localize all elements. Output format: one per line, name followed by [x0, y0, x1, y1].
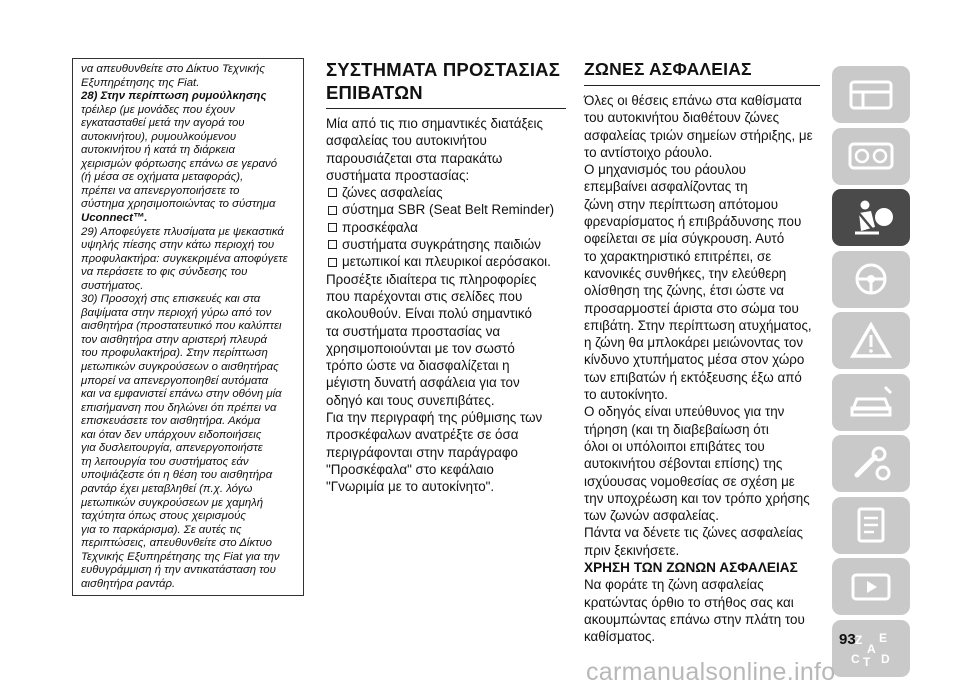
note-line: 28) Στην περίπτωση ρυμούλκησης — [81, 90, 267, 103]
text-line: Προσέξτε ιδιαίτερα τις πληροφορίες — [326, 271, 537, 287]
section-title-line: ΕΠΙΒΑΤΩΝ — [326, 82, 423, 103]
note-line: μετωπικών συγκρούσεων με χαμηλή — [81, 496, 264, 509]
car-dashboard-icon — [845, 74, 897, 116]
index-letter: C — [851, 652, 860, 666]
text-line: ακουμπώντας επάνω στην πλάτη του — [584, 611, 805, 627]
text-line: του αυτοκινήτου διαθέτουν ζώνες — [584, 110, 780, 126]
title-rule — [326, 108, 566, 109]
text-line: κίνδυνο χτυπήματος μέσα στον χώρο — [584, 352, 805, 368]
note-line: για δυσλειτουργία, απενεργοποιήστε — [81, 442, 263, 455]
text-line: "Γνωριμία με το αυτοκίνητο". — [326, 479, 495, 495]
index-letter: D — [881, 652, 890, 666]
text-line: φρεναρίσματος ή επιβράδυνσης που — [584, 214, 802, 230]
spec-sheet-icon — [845, 504, 897, 546]
text-line: χρησιμοποιούνται με τον σωστό — [326, 340, 515, 356]
text-line: το αντίστοιχο ράουλο. — [584, 144, 713, 160]
text-line: οδηγό και τους συνεπιβάτες. — [326, 392, 495, 408]
title-rule — [584, 85, 820, 86]
text-line: μέγιστη δυνατή ασφάλεια για τον — [326, 375, 520, 391]
note-line: τρέιλερ (με μονάδες που έχουν — [81, 103, 235, 116]
note-line: τον αισθητήρα στην αριστερή πλευρά — [81, 333, 267, 346]
tab-index[interactable] — [832, 620, 910, 677]
note-line: εγκατασταθεί μετά την αγορά του — [81, 117, 245, 130]
tab-warning-lights[interactable] — [832, 312, 910, 369]
note-line: πρέπει να απενεργοποιήσετε το — [81, 184, 240, 197]
text-line: καθίσματος. — [584, 629, 656, 645]
warning-triangle-icon — [845, 320, 897, 362]
seatbelt-airbag-icon — [845, 197, 897, 239]
text-line: Για την περιγραφή της ρύθμισης των — [326, 410, 543, 426]
text-line: Όλες οι θέσεις επάνω στα καθίσματα — [584, 93, 802, 108]
index-letter: A — [867, 642, 876, 656]
checkbox-bullet-icon — [328, 240, 337, 249]
note-line: βαψίματα στην περιοχή γύρω από τον — [81, 306, 272, 319]
note-line: Τεχνικής Εξυπηρέτησης της Fiat για την — [81, 550, 280, 563]
text-line: κρατώντας όρθιο το στήθος σας και — [584, 594, 794, 610]
text-line: ολίσθηση της ζώνης, έτσι ώστε να — [584, 283, 785, 299]
body-paragraph — [584, 92, 820, 559]
text-line: που παρέχονται στις σελίδες που — [326, 288, 523, 304]
text-line: περιγράφονται στην παράγραφο — [326, 444, 518, 460]
text-line: παρουσιάζεται στα παρακάτω — [326, 150, 503, 166]
section-title-line: ΣΥΣΤΗΜΑΤΑ ΠΡΟΣΤΑΣΙΑΣ — [326, 59, 561, 80]
text-line: όλοι οι υπόλοιποι επιβάτες του — [584, 438, 765, 454]
list-item — [326, 219, 566, 236]
tab-car-dashboard[interactable] — [832, 66, 910, 123]
note-line: μετωπικών συγκρούσεων ο αισθητήρας — [81, 361, 279, 374]
tab-starting-driving[interactable] — [832, 251, 910, 308]
note-line: υψηλής πίεσης στην κάτω περιοχή του — [81, 239, 275, 252]
text-line: Ο οδηγός είναι υπεύθυνος για την — [584, 404, 785, 420]
text-line: τρόπο ώστε να διασφαλίζεται η — [326, 358, 510, 374]
note-line: τη λειτουργία του συστήματος εάν — [81, 455, 249, 468]
index-letter: T — [863, 655, 871, 669]
subsection-title: ΧΡΗΣΗ ΤΩΝ ΖΩΝΩΝ ΑΣΦΑΛΕΙΑΣ — [584, 560, 798, 576]
text-line: επεμβαίνει ασφαλίζοντας τη — [584, 179, 748, 195]
protection-systems-section — [326, 58, 566, 496]
note-line: συστήματος. — [81, 279, 144, 292]
note-line: ευθυγράμμιση ή την αντικατάσταση του — [81, 564, 276, 577]
text-line: το χαρακτηριστικό επιτρέπει, σε — [584, 248, 772, 264]
text-line: την υποχρέωση και τον τρόπο χρήσης — [584, 490, 810, 506]
note-line: και όταν δεν υπάρχουν ειδοποιήσεις — [81, 428, 262, 441]
seat-belts-section — [584, 58, 820, 646]
note-line: (ή μέσα σε οχήματα μεταφοράς), — [81, 171, 244, 184]
note-line: υποψιάζεστε ότι η θέση του αισθητήρα — [81, 469, 273, 482]
text-line: συστήματα προστασίας: — [326, 167, 470, 183]
text-line: ασφαλείας του αυτοκινήτου — [326, 133, 487, 149]
note-line: αισθητήρα ραντάρ. — [81, 577, 176, 590]
dashboard-gauge-icon — [845, 135, 897, 177]
text-line: τα συστήματα προστασίας να — [326, 323, 501, 339]
tab-dashboard-gauge[interactable] — [832, 128, 910, 185]
tab-emergency[interactable] — [832, 374, 910, 431]
text-line: ακολουθούν. Είναι πολύ σημαντικό — [326, 306, 532, 322]
text-line: Μία από τις πιο σημαντικές διατάξεις — [326, 116, 543, 131]
text-line: των ζωνών ασφαλείας. — [584, 508, 719, 524]
text-line: τήρηση (και τη διαβεβαίωση ότι — [584, 421, 769, 437]
note-line: 29) Αποφεύγετε πλυσίματα με ψεκαστικά — [81, 225, 284, 238]
text-line: "Προσκέφαλα" στο κεφάλαιο — [326, 461, 494, 477]
intro-paragraph — [326, 115, 566, 184]
watermark: carmanualsonline.info — [586, 658, 836, 686]
list-item-label: μετωπικοί και πλευρικοί αερόσακοι. — [342, 254, 551, 270]
index-letter: E — [879, 631, 888, 645]
note-line: Εξυπηρέτησης της Fiat. — [81, 76, 200, 89]
list-item-label: συστήματα συγκράτησης παιδιών — [342, 237, 541, 253]
text-line: ισχύουσας νομοθεσίας σε σχέση με — [584, 473, 795, 489]
checkbox-bullet-icon — [328, 188, 337, 197]
tab-maintenance[interactable] — [832, 435, 910, 492]
note-line: μπορεί να απενεργοποιηθεί αυτόματα — [81, 374, 269, 387]
checkbox-bullet-icon — [328, 258, 337, 267]
text-line: προσκέφαλων ανατρέξτε σε όσα — [326, 427, 519, 443]
text-line: οφείλεται σε μία σύγκρουση. Αυτό — [584, 231, 785, 247]
text-line: ζώνη στην περίπτωση απότομου — [584, 196, 779, 212]
list-item — [326, 184, 566, 201]
body-paragraph — [326, 271, 566, 496]
text-line: επιβάτη. Στην περίπτωση ατυχήματος, — [584, 317, 812, 333]
text-line: Πάντα να δένετε τις ζώνες ασφαλείας — [584, 525, 803, 541]
multimedia-icon — [845, 566, 897, 608]
note-line: αισθητήρα (προστατευτικό που καλύπτει — [81, 320, 282, 333]
note-line: για το παρκάρισμα). Σε αυτές τις — [81, 523, 242, 536]
list-item-label: σύστημα SBR (Seat Belt Reminder) — [342, 202, 555, 218]
note-line: χειρισμών φόρτωσης επάνω σε γερανό — [81, 157, 278, 170]
section-title: ΖΩΝΕΣ ΑΣΦΑΛΕΙΑΣ — [584, 59, 752, 79]
text-line: η ζώνη θα μπλοκάρει μειώνοντας τον — [584, 335, 804, 351]
notes-box — [72, 58, 304, 596]
checkbox-bullet-icon — [328, 206, 337, 215]
body-paragraph — [584, 576, 820, 645]
note-line: Uconnect™. — [81, 212, 148, 225]
text-line: ασφαλείας τριών σημείων στήριξης, με — [584, 127, 813, 143]
note-line: αυτοκινήτου ή κατά τη διάρκεια — [81, 144, 235, 157]
index-letter: Z — [855, 633, 863, 647]
note-line: επισκευάσετε τον αισθητήρα. Ακόμα — [81, 415, 261, 428]
text-line: αυτοκινήτου σέβονται επίσης) της — [584, 456, 783, 472]
note-line: να περάσετε το φις σύνδεσης του — [81, 266, 248, 279]
note-line: προφυλακτήρα: συγκεκριμένα αποφύγετε — [81, 252, 288, 265]
note-line: ραντάρ έχει μεταβληθεί (π.χ. λόγω — [81, 482, 253, 495]
note-line: 30) Προσοχή στις επισκευές και στα — [81, 293, 261, 306]
note-line: αυτοκινήτου), ρυμουλκούμενου — [81, 130, 237, 143]
section-title — [326, 58, 566, 104]
tab-safety[interactable] — [832, 189, 910, 246]
tab-multimedia[interactable] — [832, 558, 910, 615]
text-line: κανονικές συνθήκες, την ελεύθερη — [584, 265, 787, 281]
list-item-label: προσκέφαλα — [342, 219, 418, 235]
note-line: περιπτώσεις, απευθυνθείτε στο Δίκτυο — [81, 537, 273, 550]
text-line: το αυτοκίνητο. — [584, 387, 668, 403]
service-wrench-icon — [845, 443, 897, 485]
note-line: του προφυλακτήρα). Στην περίπτωση — [81, 347, 268, 360]
note-line: και να εμφανιστεί επάνω στην οθόνη μία — [81, 388, 282, 401]
note-line: σύστημα χρησιμοποιώντας το σύστημα — [81, 198, 276, 211]
note-line: ταχύτητα όπως στους χειρισμούς — [81, 510, 246, 523]
note-line: επισήμανση που δηλώνει ότι πρέπει να — [81, 401, 277, 414]
tab-technical-data[interactable] — [832, 497, 910, 554]
text-line: πριν ξεκινήσετε. — [584, 542, 680, 558]
text-line: Ο μηχανισμός του ράουλου — [584, 162, 746, 178]
text-line: προσαρμοστεί άριστα στο σώμα του — [584, 300, 799, 316]
protection-list — [326, 184, 566, 270]
list-item — [326, 201, 566, 218]
text-line: Να φοράτε τη ζώνη ασφαλείας — [584, 577, 764, 593]
steering-wheel-icon — [845, 258, 897, 300]
page-number: 93 — [839, 631, 856, 648]
checkbox-bullet-icon — [328, 223, 337, 232]
list-item-label: ζώνες ασφαλείας — [342, 185, 443, 201]
list-item — [326, 253, 566, 270]
text-line: των επιβατών ή εκτόξευσης έξω από — [584, 369, 802, 385]
chapter-tabs — [832, 66, 914, 681]
list-item — [326, 236, 566, 253]
note-line: να απευθυνθείτε στο Δίκτυο Τεχνικής — [81, 63, 265, 75]
emergency-car-icon — [845, 381, 897, 423]
